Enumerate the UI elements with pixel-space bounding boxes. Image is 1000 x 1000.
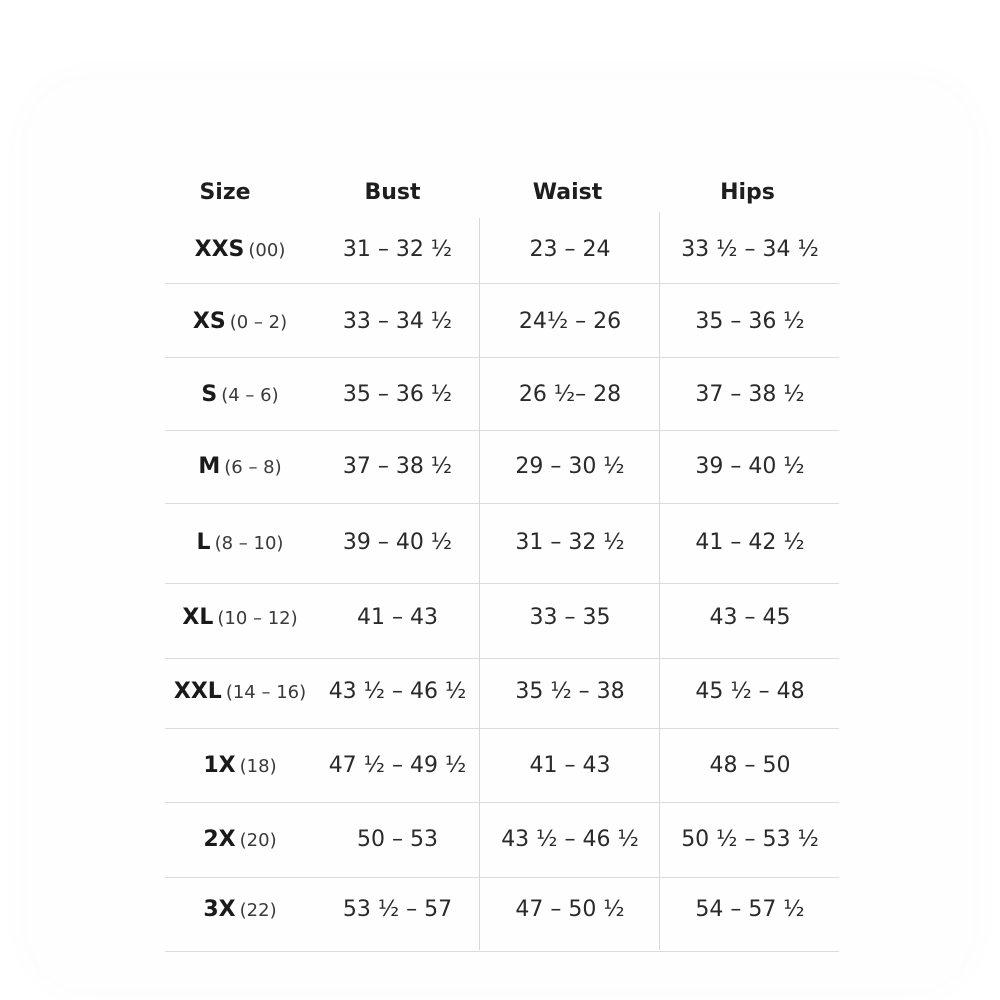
hips-cell: 35 – 36 ½ bbox=[695, 309, 805, 334]
hips-cell: 33 ½ – 34 ½ bbox=[681, 237, 819, 262]
hips-cell: 43 – 45 bbox=[709, 605, 791, 630]
waist-cell: 23 – 24 bbox=[529, 237, 611, 262]
size-cell bbox=[165, 825, 315, 855]
bust-cell: 35 – 36 ½ bbox=[342, 382, 453, 407]
size-numeric: (00) bbox=[248, 240, 286, 261]
row-divider bbox=[165, 503, 839, 504]
size-numeric: (18) bbox=[239, 756, 277, 777]
hips-cell: 50 ½ – 53 ½ bbox=[681, 827, 819, 852]
row-divider bbox=[165, 430, 839, 431]
size-label: XXS bbox=[194, 237, 245, 262]
waist-cell: 29 – 30 ½ bbox=[515, 454, 625, 479]
waist-cell: 26 ½– 28 bbox=[518, 382, 622, 407]
waist-cell: 24½ – 26 bbox=[518, 309, 622, 334]
bust-cell: 39 – 40 ½ bbox=[342, 530, 453, 555]
waist-cell: 47 – 50 ½ bbox=[515, 897, 625, 922]
size-cell bbox=[165, 751, 315, 781]
size-label: 1X bbox=[203, 753, 236, 778]
waist-cell: 43 ½ – 46 ½ bbox=[501, 827, 639, 852]
row-divider bbox=[165, 357, 839, 358]
header-size: Size bbox=[199, 180, 251, 205]
bust-cell: 33 – 34 ½ bbox=[342, 309, 453, 334]
header-hips: Hips bbox=[720, 180, 775, 205]
row-divider bbox=[165, 877, 839, 878]
size-numeric: (8 – 10) bbox=[214, 533, 284, 554]
size-numeric: (4 – 6) bbox=[221, 385, 279, 406]
size-label: M bbox=[198, 454, 221, 479]
size-cell bbox=[165, 677, 315, 707]
hips-cell: 48 – 50 bbox=[709, 753, 791, 778]
header-bust: Bust bbox=[364, 180, 421, 205]
hips-cell: 41 – 42 ½ bbox=[695, 530, 805, 555]
size-label: XS bbox=[192, 309, 226, 334]
bust-cell: 43 ½ – 46 ½ bbox=[328, 679, 467, 704]
hips-cell: 45 ½ – 48 bbox=[695, 679, 805, 704]
bust-cell: 41 – 43 bbox=[357, 605, 438, 630]
row-divider bbox=[165, 951, 839, 952]
row-divider bbox=[165, 728, 839, 729]
size-numeric: (22) bbox=[239, 900, 277, 921]
size-label: 3X bbox=[203, 897, 236, 922]
header-waist: Waist bbox=[532, 180, 603, 205]
row-divider bbox=[165, 658, 839, 659]
waist-cell: 35 ½ – 38 bbox=[515, 679, 625, 704]
bust-cell: 47 ½ – 49 ½ bbox=[328, 753, 467, 778]
hips-cell: 54 – 57 ½ bbox=[695, 897, 805, 922]
size-numeric: (0 – 2) bbox=[229, 312, 288, 333]
waist-cell: 31 – 32 ½ bbox=[515, 530, 625, 555]
size-cell bbox=[165, 452, 315, 482]
size-label: XL bbox=[182, 605, 214, 630]
size-label: XXL bbox=[173, 679, 222, 704]
bust-cell: 31 – 32 ½ bbox=[342, 237, 453, 262]
size-numeric: (10 – 12) bbox=[217, 608, 298, 629]
size-numeric: (6 – 8) bbox=[224, 457, 282, 478]
hips-cell: 37 – 38 ½ bbox=[695, 382, 805, 407]
waist-cell: 33 – 35 bbox=[529, 605, 611, 630]
size-cell bbox=[165, 895, 315, 925]
bust-cell: 53 ½ – 57 bbox=[342, 897, 453, 922]
bust-cell: 37 – 38 ½ bbox=[342, 454, 453, 479]
row-divider bbox=[165, 283, 839, 284]
bust-cell: 50 – 53 bbox=[357, 827, 438, 852]
size-numeric: (14 – 16) bbox=[225, 682, 307, 703]
size-cell bbox=[165, 235, 315, 265]
size-numeric: (20) bbox=[239, 830, 277, 851]
hips-cell: 39 – 40 ½ bbox=[695, 454, 805, 479]
row-divider bbox=[165, 583, 839, 584]
size-label: 2X bbox=[203, 827, 236, 852]
waist-cell: 41 – 43 bbox=[529, 753, 611, 778]
size-cell bbox=[165, 603, 315, 633]
row-divider bbox=[165, 802, 839, 803]
size-label: L bbox=[196, 530, 211, 555]
size-cell bbox=[165, 380, 315, 410]
size-label: S bbox=[201, 382, 218, 407]
size-cell bbox=[165, 307, 315, 337]
size-cell bbox=[165, 528, 315, 558]
